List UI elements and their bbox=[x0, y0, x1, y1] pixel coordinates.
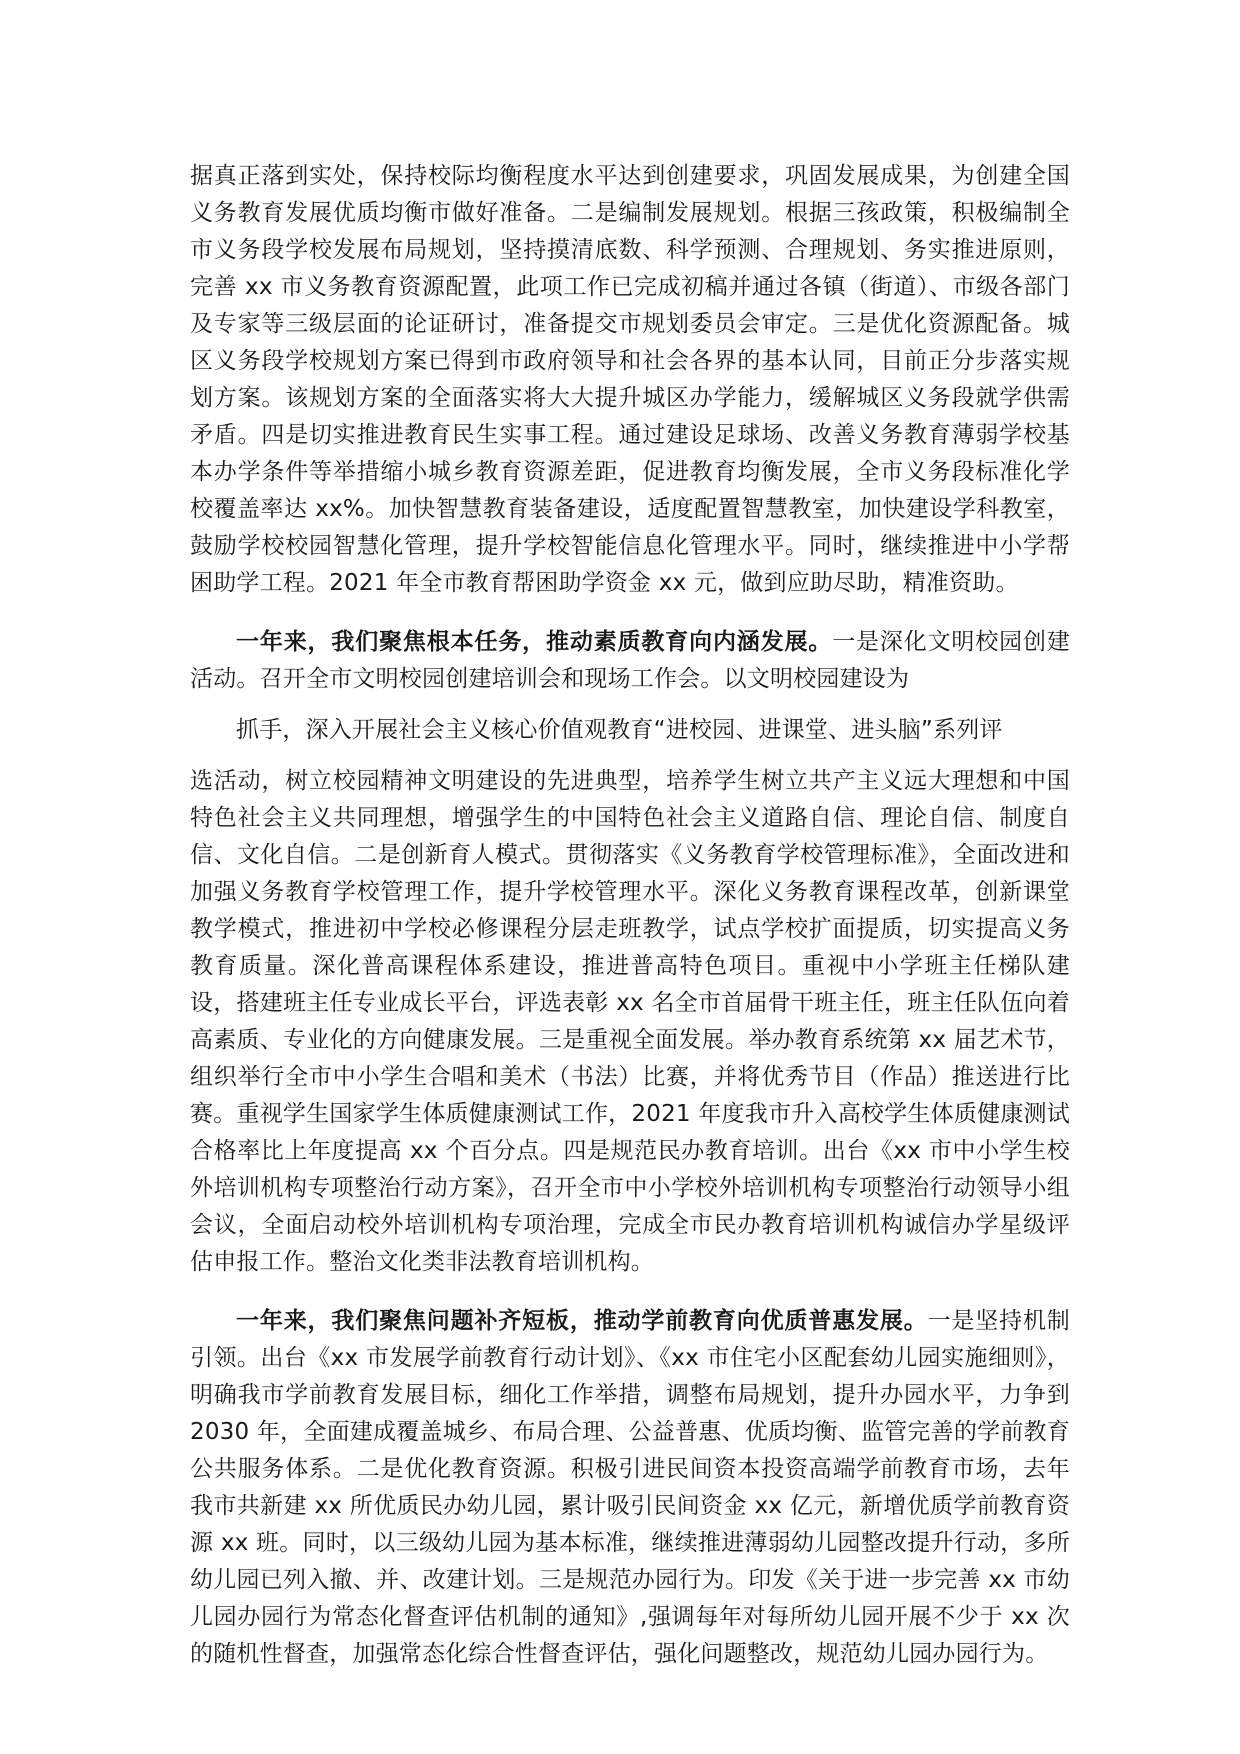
paragraph-spaced-line: 抓手，深入开展社会主义核心价值观教育“进校园、进课堂、进头脑”系列评 bbox=[236, 717, 1003, 743]
paragraph-text: 一是深化文明校园创建活动。召开全市文明校园创建培训会和现场工作会。以文明校园建设为 bbox=[190, 629, 1071, 692]
paragraph-preschool-education bbox=[190, 1303, 1070, 1673]
paragraph-text: 据真正落到实处，保持校际均衡程度水平达到创建要求，巩固发展成果，为创建全国义务教育发展优质均衡市做好准备。二是编制发展规划。根据三孩政策，积极编制全市义务段学校发展布局规划，坚持摸清底数、科学预测、合理规划、务实推进原则，完善 xx 市义务教育资源配置，此项工作已完成初稿并通过各镇（街道）、市级各部门及专家等三级层面的论证研讨，准备提交市规划委员会审定。三是优化资源配备。城区义务段学校规划方案已得到市政府领导和社会各界的基本认同，目前正分步落实规划方案。该规划方案的全面落实将大大提升城区办学能力，缓解城区义务段就学供需矛盾。四是切实推进教育民生实事工程。通过建设足球场、改善义务教育薄弱学校基本办学条件等举措缩小城乡教育资源差距，促进教育均衡发展，全市义务段标准化学校覆盖率达 xx%。加快智慧教育装备建设，适度配置智慧教室，加快建设学科教室，鼓励学校校园智慧化管理，提升学校智能信息化管理水平。同时，继续推进中小学帮困助学工程。2021 年全市教育帮困助学资金 xx 元，做到应助尽助，精准资助。 bbox=[190, 163, 1070, 596]
paragraph-text-continued: 选活动，树立校园精神文明建设的先进典型，培养学生树立共产主义远大理想和中国特色社会主义共同理想，增强学生的中国特色社会主义道路自信、理论自信、制度自信、文化自信。二是创新育人模式。贯彻落实《义务教育学校管理标准》，全面改进和加强义务教育学校管理工作，提升学校管理水平。深化义务教育课程改革，创新课堂教学模式，推进初中学校必修课程分层走班教学，试点学校扩面提质，切实提高义务教育质量。深化普高课程体系建设，推进普高特色项目。重视中小学班主任梯队建设，搭建班主任专业成长平台，评选表彰 xx 名全市首届骨干班主任，班主任队伍向着高素质、专业化的方向健康发展。三是重视全面发展。举办教育系统第 xx 届艺术节，组织举行全市中小学生合唱和美术（书法）比赛，并将优秀节目（作品）推送进行比赛。重视学生国家学生体质健康测试工作，2021 年度我市升入高校学生体质健康测试合格率比上年度提高 xx 个百分点。四是规范民办教育培训。出台《xx 市中小学生校外培训机构专项整治行动方案》，召开全市中小学校外培训机构专项整治行动领导小组会议，全面启动校外培训机构专项治理，完成全市民办教育培训机构诚信办学星级评估申报工作。整治文化类非法教育培训机构。 bbox=[190, 768, 1070, 1275]
paragraph-lead-heading: 一年来，我们聚焦根本任务，推动素质教育向内涵发展。 bbox=[236, 629, 833, 655]
paragraph-lead-heading: 一年来，我们聚焦问题补齐短板，推动学前教育向优质普惠发展。 bbox=[236, 1308, 928, 1334]
paragraph-text: 一是坚持机制引领。出台《xx 市发展学前教育行动计划》、《xx 市住宅小区配套幼儿园实施细则》，明确我市学前教育发展目标，细化工作举措，调整布局规划，提升办园水平，力争到 2030 年，全面建成覆盖城乡、布局合理、公益普惠、优质均衡、监管完善的学前教育公共服务体系。二是优化教育资源。积极引进民间资本投资高端学前教育市场，去年我市共新建 xx 所优质民办幼儿园，累计吸引民间资金 xx 亿元，新增优质学前教育资源 xx 班。同时，以三级幼儿园为基本标准，继续推进薄弱幼儿园整改提升行动，多所幼儿园已列入撤、并、改建计划。三是规范办园行为。印发《关于进一步完善 xx 市幼儿园办园行为常态化督查评估机制的通知》,强调每年对每所幼儿园开展不少于 xx 次的随机性督查，加强常态化综合性督查评估，强化问题整改，规范幼儿园办园行为。 bbox=[190, 1308, 1070, 1667]
paragraph-compulsory-education bbox=[190, 158, 1070, 602]
document-page bbox=[190, 158, 1070, 1673]
paragraph-quality-education bbox=[190, 624, 1070, 1281]
